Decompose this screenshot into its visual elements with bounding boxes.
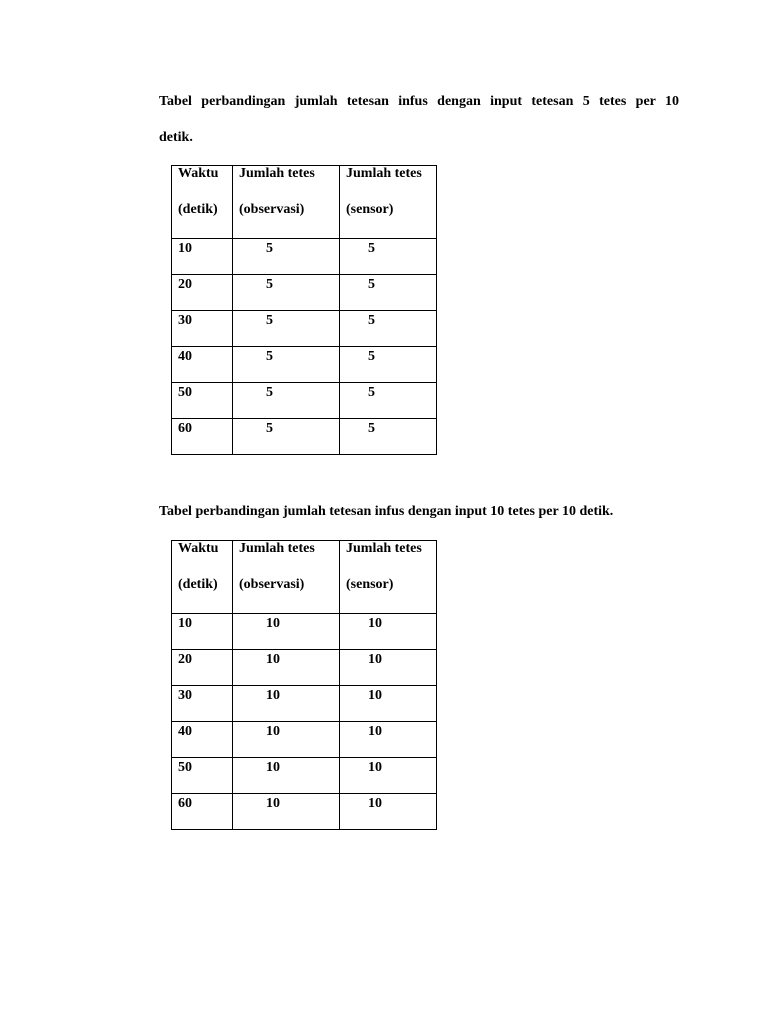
cell-time	[172, 239, 233, 275]
header-sensor	[340, 166, 437, 239]
cell-time-value: 10	[178, 241, 192, 256]
table-header-row	[172, 166, 437, 239]
cell-sensor-value: 10	[368, 688, 382, 703]
table-row	[172, 686, 437, 722]
cell-sensor-value: 5	[368, 421, 375, 436]
cell-observed-value: 10	[266, 616, 280, 631]
header-time-line-1: Waktu	[178, 166, 219, 181]
header-time-line-2: (detik)	[178, 577, 218, 592]
cell-time-value: 50	[178, 760, 192, 775]
cell-sensor-value: 10	[368, 796, 382, 811]
cell-observed-value: 10	[266, 760, 280, 775]
table-row	[172, 383, 437, 419]
cell-observed-value: 10	[266, 688, 280, 703]
cell-observed-value: 5	[266, 313, 273, 328]
cell-observed	[233, 311, 340, 347]
table-header-row	[172, 541, 437, 614]
cell-sensor	[340, 650, 437, 686]
cell-sensor	[340, 383, 437, 419]
cell-time	[172, 614, 233, 650]
cell-sensor	[340, 758, 437, 794]
header-time-line-2: (detik)	[178, 202, 218, 217]
table-1-caption-line-1: Tabel perbandingan jumlah tetesan infus dengan input tetesan 5 tetes per 10	[159, 94, 679, 109]
cell-sensor-value: 5	[368, 385, 375, 400]
cell-observed-value: 5	[266, 349, 273, 364]
cell-sensor-value: 5	[368, 277, 375, 292]
cell-observed-value: 5	[266, 421, 273, 436]
cell-time	[172, 650, 233, 686]
drip-comparison-table-5	[171, 165, 437, 455]
header-sensor-line-1: Jumlah tetes	[346, 541, 422, 556]
table-1-caption-line-2: detik.	[159, 130, 193, 145]
cell-observed-value: 10	[266, 652, 280, 667]
header-observed-line-1: Jumlah tetes	[239, 541, 315, 556]
header-time	[172, 166, 233, 239]
cell-observed	[233, 650, 340, 686]
table-row	[172, 794, 437, 830]
cell-sensor	[340, 794, 437, 830]
cell-time	[172, 347, 233, 383]
cell-observed	[233, 239, 340, 275]
cell-time-value: 60	[178, 421, 192, 436]
cell-time-value: 30	[178, 313, 192, 328]
cell-sensor	[340, 722, 437, 758]
cell-observed-value: 10	[266, 796, 280, 811]
cell-time-value: 60	[178, 796, 192, 811]
cell-sensor-value: 10	[368, 724, 382, 739]
header-observed	[233, 166, 340, 239]
cell-time	[172, 419, 233, 455]
cell-observed	[233, 614, 340, 650]
cell-sensor-value: 10	[368, 760, 382, 775]
cell-sensor-value: 10	[368, 652, 382, 667]
header-time	[172, 541, 233, 614]
cell-time	[172, 794, 233, 830]
cell-sensor	[340, 419, 437, 455]
header-observed-line-2: (observasi)	[239, 202, 305, 217]
cell-time	[172, 311, 233, 347]
table-row	[172, 347, 437, 383]
table-row	[172, 275, 437, 311]
header-time-line-1: Waktu	[178, 541, 219, 556]
cell-observed	[233, 794, 340, 830]
table-2-caption: Tabel perbandingan jumlah tetesan infus dengan input 10 tetes per 10 detik.	[159, 504, 614, 519]
table-row	[172, 419, 437, 455]
table-row	[172, 311, 437, 347]
cell-sensor-value: 10	[368, 616, 382, 631]
cell-observed	[233, 722, 340, 758]
header-observed	[233, 541, 340, 614]
cell-sensor	[340, 311, 437, 347]
cell-sensor-value: 5	[368, 313, 375, 328]
cell-sensor-value: 5	[368, 349, 375, 364]
cell-time-value: 50	[178, 385, 192, 400]
header-sensor	[340, 541, 437, 614]
cell-sensor	[340, 614, 437, 650]
cell-observed-value: 5	[266, 277, 273, 292]
cell-time	[172, 758, 233, 794]
cell-sensor	[340, 239, 437, 275]
table-row	[172, 758, 437, 794]
cell-time	[172, 686, 233, 722]
cell-time-value: 20	[178, 277, 192, 292]
cell-sensor	[340, 347, 437, 383]
header-sensor-line-1: Jumlah tetes	[346, 166, 422, 181]
drip-comparison-table-10	[171, 540, 437, 830]
cell-observed	[233, 275, 340, 311]
cell-time-value: 40	[178, 724, 192, 739]
cell-time	[172, 722, 233, 758]
table-row	[172, 650, 437, 686]
header-sensor-line-2: (sensor)	[346, 202, 394, 217]
cell-observed	[233, 419, 340, 455]
cell-observed	[233, 758, 340, 794]
header-observed-line-1: Jumlah tetes	[239, 166, 315, 181]
table-row	[172, 614, 437, 650]
cell-time-value: 10	[178, 616, 192, 631]
table-row	[172, 722, 437, 758]
cell-observed	[233, 347, 340, 383]
header-sensor-line-2: (sensor)	[346, 577, 394, 592]
table-row	[172, 239, 437, 275]
cell-time-value: 30	[178, 688, 192, 703]
cell-observed	[233, 686, 340, 722]
cell-time-value: 20	[178, 652, 192, 667]
cell-time	[172, 383, 233, 419]
cell-sensor	[340, 686, 437, 722]
header-observed-line-2: (observasi)	[239, 577, 305, 592]
table-1-caption	[159, 95, 679, 145]
cell-observed-value: 5	[266, 241, 273, 256]
cell-observed-value: 5	[266, 385, 273, 400]
cell-time-value: 40	[178, 349, 192, 364]
cell-sensor-value: 5	[368, 241, 375, 256]
cell-sensor	[340, 275, 437, 311]
cell-time	[172, 275, 233, 311]
cell-observed	[233, 383, 340, 419]
cell-observed-value: 10	[266, 724, 280, 739]
